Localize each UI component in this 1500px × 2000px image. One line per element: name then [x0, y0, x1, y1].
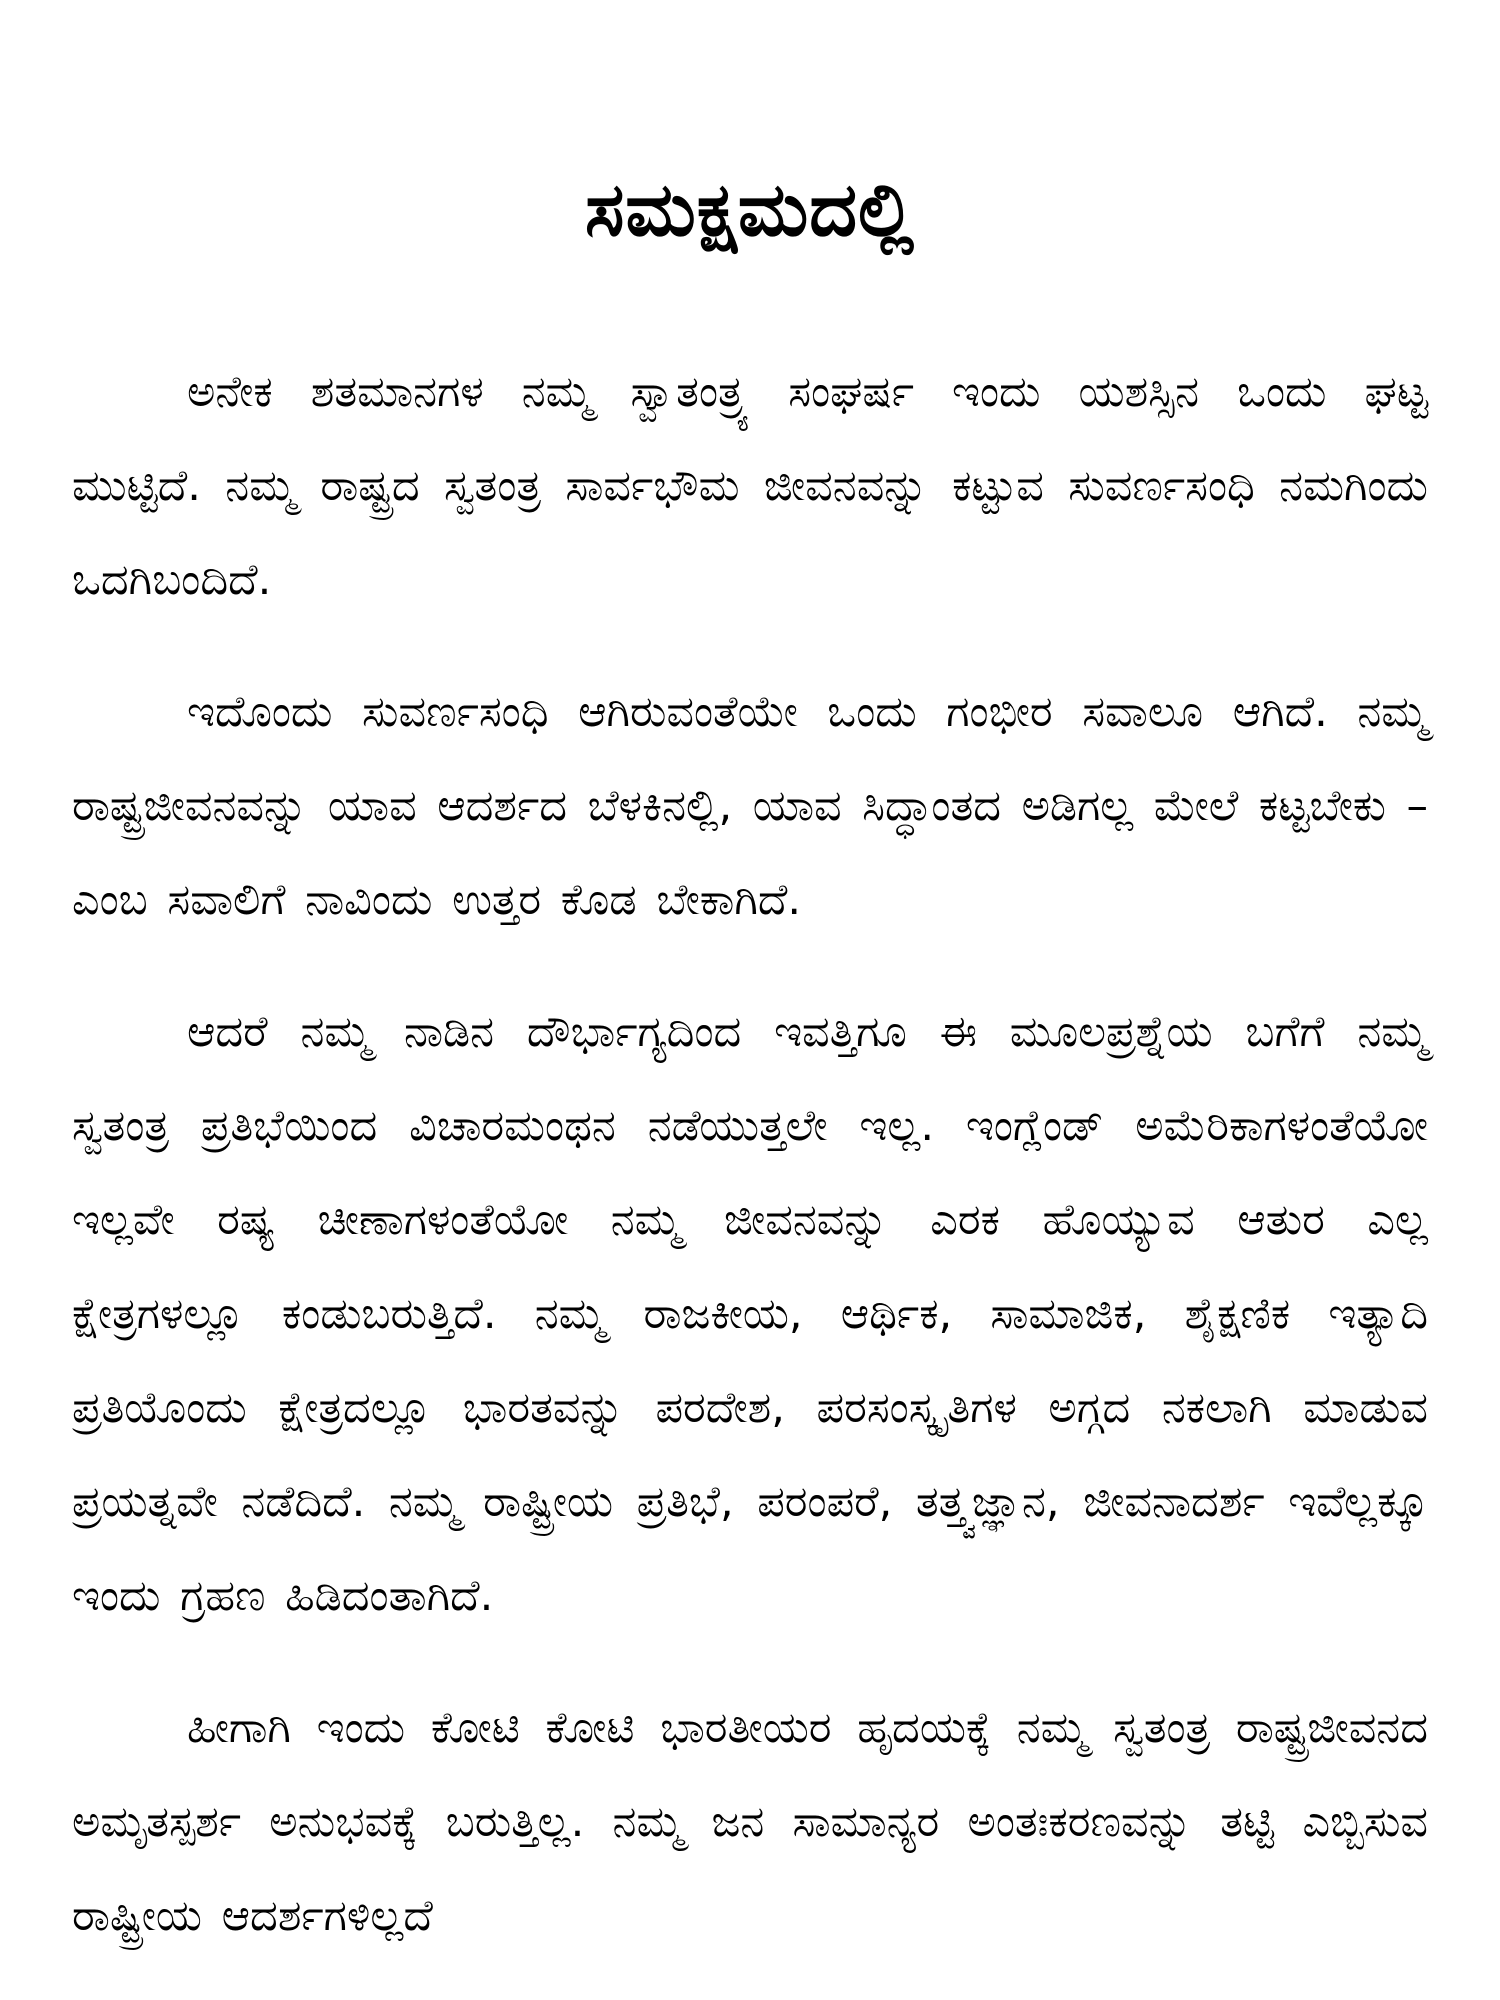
paragraph-3: ಆದರೆ ನಮ್ಮ ನಾಡಿನ ದೌರ್ಭಾಗ್ಯದಿಂದ ಇವತ್ತಿಗೂ ಈ ಮೂಲಪ್ರಶ್ನೆಯ ಬಗೆಗೆ ನಮ್ಮ ಸ್ವತಂತ್ರ ಪ್ರತಿಭೆಯಿಂದ ವಿಚಾರಮಂಥನ ನಡೆಯುತ್ತಲೇ ಇಲ್ಲ. ಇಂಗ್ಲೆಂಡ್ ಅಮೆರಿಕಾಗಳಂತೆಯೋ ಇಲ್ಲವೇ ರಷ್ಯ ಚೀಣಾಗಳಂತೆಯೋ ನಮ್ಮ ಜೀವನವನ್ನು ಎರಕ ಹೊಯ್ಯುವ ಆತುರ ಎಲ್ಲ ಕ್ಷೇತ್ರಗಳಲ್ಲೂ ಕಂಡುಬರುತ್ತಿದೆ. ನಮ್ಮ ರಾಜಕೀಯ, ಆರ್ಥಿಕ, ಸಾಮಾಜಿಕ, ಶೈಕ್ಷಣಿಕ ಇತ್ಯಾದಿ ಪ್ರತಿಯೊಂದು ಕ್ಷೇತ್ರದಲ್ಲೂ ಭಾರತವನ್ನು ಪರದೇಶ, ಪರಸಂಸ್ಕೃತಿಗಳ ಅಗ್ಗದ ನಕಲಾಗಿ ಮಾಡುವ ಪ್ರಯತ್ನವೇ ನಡೆದಿದೆ. ನಮ್ಮ ರಾಷ್ಟ್ರೀಯ ಪ್ರತಿಭೆ, ಪರಂಪರೆ, ತತ್ತ್ವಜ್ಞಾನ, ಜೀವನಾದರ್ಶ ಇವೆಲ್ಲಕ್ಕೂ ಇಂದು ಗ್ರಹಣ ಹಿಡಿದಂತಾಗಿದೆ.: [72, 1007, 1428, 1622]
body-text: [72, 345, 1428, 1963]
paragraph-1: ಅನೇಕ ಶತಮಾನಗಳ ನಮ್ಮ ಸ್ವಾತಂತ್ರ್ಯ ಸಂಘರ್ಷ ಇಂದು ಯಶಸ್ಸಿನ ಒಂದು ಘಟ್ಟ ಮುಟ್ಟಿದೆ. ನಮ್ಮ ರಾಷ್ಟ್ರದ ಸ್ವತಂತ್ರ ಸಾರ್ವಭೌಮ ಜೀವನವನ್ನು ಕಟ್ಟುವ ಸುವರ್ಣಸಂಧಿ ನಮಗಿಂದು ಒದಗಿಬಂದಿದೆ.: [72, 367, 1428, 606]
page-title: ಸಮಕ್ಷಮದಲ್ಲಿ: [585, 167, 915, 253]
paragraph-2: ಇದೊಂದು ಸುವರ್ಣಸಂಧಿ ಆಗಿರುವಂತೆಯೇ ಒಂದು ಗಂಭೀರ ಸವಾಲೂ ಆಗಿದೆ. ನಮ್ಮ ರಾಷ್ಟ್ರಜೀವನವನ್ನು ಯಾವ ಆದರ್ಶದ ಬೆಳಕಿನಲ್ಲಿ, ಯಾವ ಸಿದ್ಧಾಂತದ ಅಡಿಗಲ್ಲ ಮೇಲೆ ಕಟ್ಟಬೇಕು – ಎಂಬ ಸವಾಲಿಗೆ ನಾವಿಂದು ಉತ್ತರ ಕೊಡ ಬೇಕಾಗಿದೆ.: [72, 687, 1428, 926]
paragraph-4: ಹೀಗಾಗಿ ಇಂದು ಕೋಟಿ ಕೋಟಿ ಭಾರತೀಯರ ಹೃದಯಕ್ಕೆ ನಮ್ಮ ಸ್ವತಂತ್ರ ರಾಷ್ಟ್ರಜೀವನದ ಅಮೃತಸ್ಪರ್ಶ ಅನುಭವಕ್ಕೆ ಬರುತ್ತಿಲ್ಲ. ನಮ್ಮ ಜನ ಸಾಮಾನ್ಯರ ಅಂತಃಕರಣವನ್ನು ತಟ್ಟಿ ಎಬ್ಬಿಸುವ ರಾಷ್ಟ್ರೀಯ ಆದರ್ಶಗಳಿಲ್ಲದೆ: [72, 1703, 1428, 1942]
